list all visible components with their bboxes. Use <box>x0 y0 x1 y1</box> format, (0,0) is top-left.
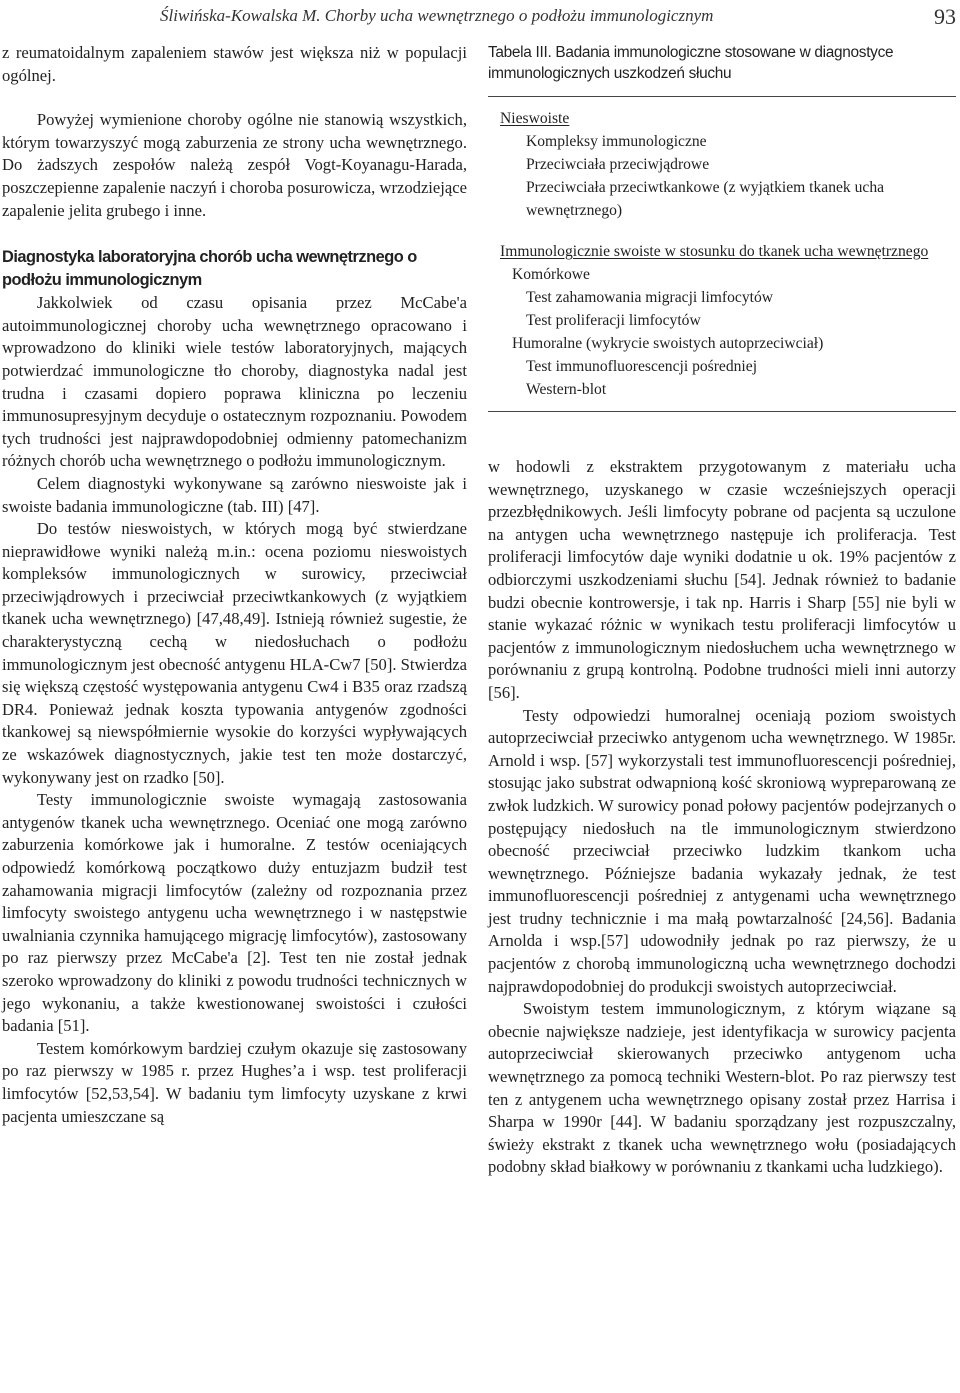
paragraph-culture: w hodowli z ekstraktem przygotowanym z materiału ucha wewnętrznego, uzyskanego w czasie wcześniejszych operacji przezbłędnikowych. Jeśli limfocyty pobrane od pacjenta są uczulone na antygen ucha wewnętrznego następuje ich proliferacja. Test proliferacji limfocytów daje wyniki dodatnie u ok. 19% pacjentów z odbiorczymi uszkodzeniami słuchu [54]. Jednak również to badanie budzi obecnie kontrowersje, i tak np. Harris i Sharp [55] nie byli w stanie wykazać różnic w wynikach testu proliferacji limfocytów u pacjentów z immunologicznym niedosłuchem ucha wewnętrznego w porównaniu z grupą kontrolną. Podobne trudności mieli inni autorzy [56]. <box>488 457 956 702</box>
paragraph-nonspecific-tests: Do testów nieswoistych, w których mogą być stwierdzane nieprawidłowe wyniki należą m.in.: ocena poziomu nieswoistych kompleksów immunologicznych w surowicy, przeciwciał przeciwjądrowych i przeciwciał przeciwtkankowych (z wyjątkiem tkanek ucha wewnętrznego) [47,48,49]. Istnieją również sugestie, że charakterystyczną cechą w niedosłuchach o podłożu immunologicznym jest obecność antygenu HLA-Cw7 [50]. Stwierdza się większą częstość występowania antygenu Cw4 i B35 oraz rzadszą DR4. Ponieważ jednak koszta typowania antygenów zgodności tkankowej są niewspółmiernie wysokie do korzyści wypływających ze wskazówek diagnostycznych, jakie test ten może dostarczyć, wykonywany jest on rzadko [50]. <box>2 519 467 787</box>
paragraph-western-blot: Swoistym testem immunologicznym, z którym wiązane są obecnie największe nadzieje, jest identyfikacja w surowicy pacjenta autoprzeciwciał skierowanych przeciwko antygenom ucha wewnętrznego za pomocą techniki Western-blot. Po raz pierwszy test ten z antygenem ucha wewnętrznego opisany został przez Harrisa i Sharpa w 1990r [44]. W badaniu sporządzany jest rozpuszczalny, świeży ekstrakt z tkanek ucha wewnętrznego wołu (posiadających podobny skład białkowy w porównaniu z tkankami ucha ludzkiego). <box>488 999 956 1177</box>
left-column <box>2 42 467 1128</box>
table-item: Western-blot <box>526 381 607 398</box>
paragraph-diagnostics-goal: Celem diagnostyki wykonywane są zarówno nieswoiste jak i swoiste badania immunologiczne (tab. III) [47]. <box>2 473 467 516</box>
paragraph-other-diseases: Powyżej wymienione choroby ogólne nie stanowią wszystkich, którym towarzyszyć mogą zaburzenia ze strony ucha wewnętrznego. Do żadszych zespołów należą zespół Vogt-Koyanagu-Harada, poszczepienne zapalenie naczyń i choroba posurowicza, wrzodziejące zapalenie jelita grubego i inne. <box>2 110 467 220</box>
table-iii <box>488 97 956 401</box>
table-caption: Tabela III. Badania immunologiczne stosowane w diagnostyce immunologicznych uszkodzeń słuchu <box>488 44 894 82</box>
paragraph-continuation: z reumatoidalnym zapaleniem stawów jest większa niż w populacji ogólnej. <box>2 43 467 85</box>
running-title: Śliwińska-Kowalska M. Chorby ucha wewnętrznego o podłożu immunologicznym <box>160 6 714 25</box>
table-item: Test immunofluorescencji pośredniej <box>526 358 758 375</box>
paragraph-diagnostics-intro: Jakkolwiek od czasu opisania przez McCabe'a autoimmunologicznej choroby ucha wewnętrznego opracowano i wprowadzono do kliniki wiele testów laboratoryjnych, mających potwierdzać immunologiczne tło choroby, diagnostyka nadal jest trudna i czasami dopiero poprawa kliniczna po leczeniu immunosupresyjnym decyduje o ostatecznym rozpoznaniu. Powodem tych trudności jest najprawdopodobniej odmienny patomechanizm różnych chorób ucha wewnętrznego o podłożu immunologicznym. <box>2 293 467 471</box>
running-header <box>0 4 960 32</box>
table-subsection-cellular: Komórkowe <box>512 266 590 283</box>
right-column-text <box>488 456 956 1179</box>
table-item: Przeciwciała przeciwtkankowe (z wyjątkiem tkanek ucha wewnętrznego) <box>526 179 885 219</box>
table-item: Przeciwciała przeciwjądrowe <box>526 156 710 173</box>
paragraph-humoral-tests: Testy odpowiedzi humoralnej oceniają poziom swoistych autoprzeciwciał przeciwko antygenom ucha wewnętrznego. W 1985r. Arnold i wsp. [57] wykorzystali test immunofluorescencji pośredniej, stosując jako substrat odwapnioną kość skroniową wypreparowaną ze zwłok ludzkich. W surowicy ponad połowy pacjentów podejrzanych o postępujący niedosłuch na tle immunologicznym stwierdzono obecność przeciwciał przeciwko ludzkim tkankom ucha wewnętrznego. Późniejsze badania wykazały jednak, że test immunofluorescencji pośredniej z antygenami ucha wewnętrznego jest trudny technicznie i ma małą powtarzalność [24,56]. Badania Arnolda i wsp.[57] udowodniły jednak po raz pierwszy, że u pacjentów z chorobą immunologiczną ucha wewnętrznego dochodzi najprawdopodobniej do produkcji swoistych autoprzeciwciał. <box>488 705 956 996</box>
table-item: Test zahamowania migracji limfocytów <box>526 289 774 306</box>
table-item: Test proliferacji limfocytów <box>526 312 701 329</box>
table-bottom-rule <box>488 411 956 412</box>
table-item: Kompleksy immunologiczne <box>526 133 707 150</box>
section-heading: Diagnostyka laboratoryjna chorób ucha wewnętrznego o podłożu immunologicznym <box>2 248 417 290</box>
right-column <box>488 42 956 1179</box>
table-subsection-humoral: Humoralne (wykrycie swoistych autoprzeciwciał) <box>512 335 824 352</box>
paragraph-proliferation-test: Testem komórkowym bardziej czułym okazuje się zastosowany po raz pierwszy w 1985 r. przez Hughes’a i wsp. test proliferacji limfocytów [52,53,54]. W badaniu tym limfocyty uzyskane z krwi pacjenta umieszczane są <box>2 1038 467 1126</box>
table-section-specific: Immunologicznie swoiste w stosunku do tkanek ucha wewnętrznego <box>500 243 929 260</box>
table-section-nonspecific: Nieswoiste <box>500 110 570 127</box>
page-number: 93 <box>934 4 956 29</box>
paragraph-specific-tests: Testy immunologicznie swoiste wymagają zastosowania antygenów tkanek ucha wewnętrznego. Oceniać one mogą zarówno zaburzenia komórkowe jak i humoralne. Z testów oceniających odpowiedź komórkową początkowo duży entuzjazm budził test zahamowania migracji limfocytów (zależny od rozpoznania przez limfocyty swoistego antygenu ucha wewnętrznego i w następstwie uwalniania czynnika hamującego migrację limfocytów), zastosowany po raz pierwszy przez McCabe'a [2]. Test ten nie został jednak szeroko wprowadzony do kliniki z powodu trudności technicznych w jego wykonaniu, a także kwestionowanej swoistości i czułości badania [51]. <box>2 790 467 1036</box>
